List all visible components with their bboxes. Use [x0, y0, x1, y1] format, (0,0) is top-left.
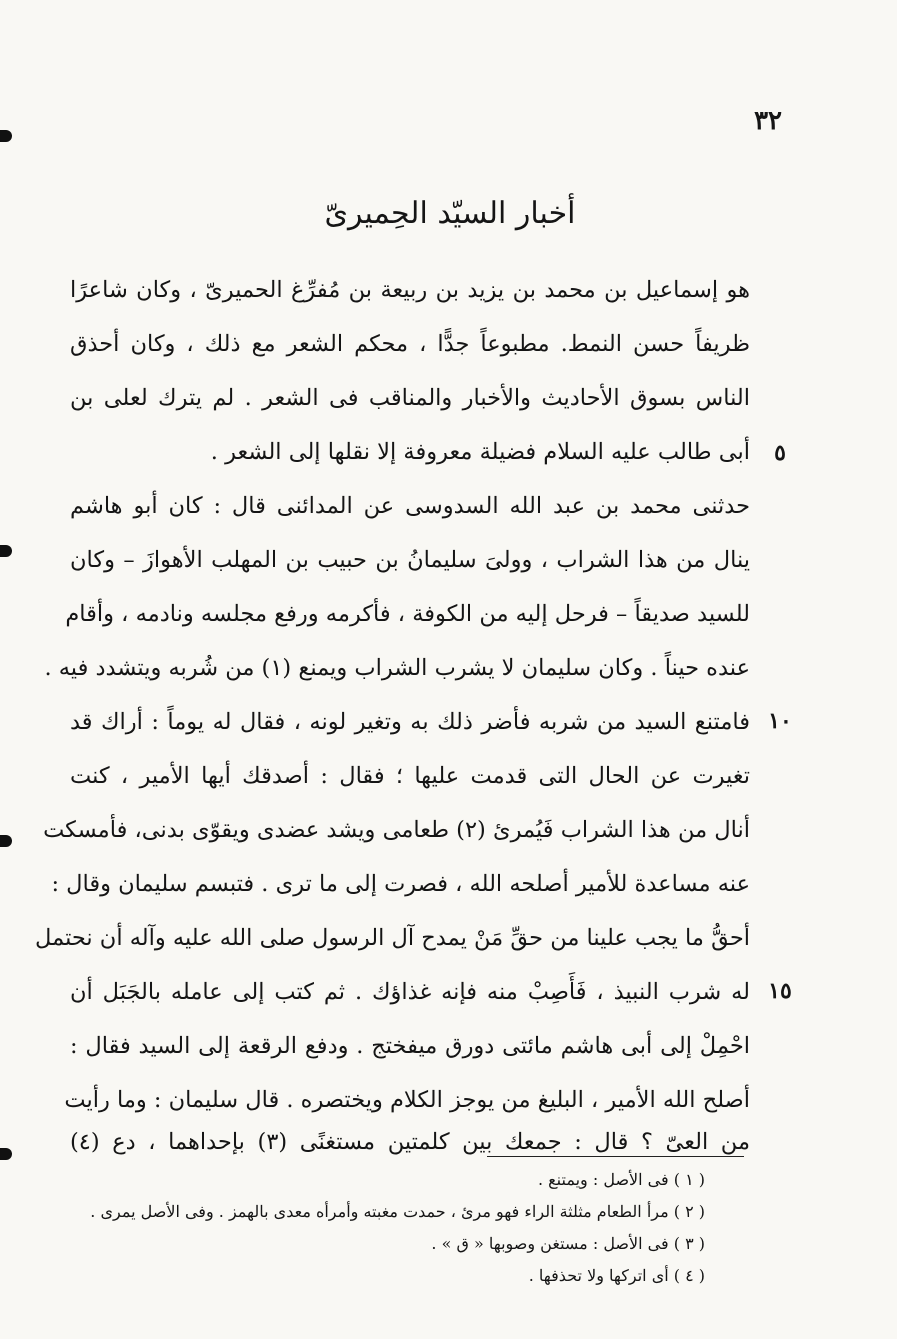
- footnote: ( ٤ ) أى اتركها ولا تحذفها .: [528, 1266, 705, 1285]
- scan-edge-mark: [0, 130, 12, 142]
- body-line: فامتنع السيد من شربه فأضر ذلك به وتغير لونه ، فقال له يوماً : أراك قد: [70, 709, 750, 735]
- body-line: من العىّ ؟ قال : جمعك بين كلمتين مستغنًى (٣) بإحداهما ، دع (٤): [70, 1129, 750, 1155]
- body-line: له شرب النبيذ ، فَأَصِبْ منه فإنه غذاؤك . ثم كتب إلى عامله بالجَبَل أن: [70, 979, 750, 1005]
- scan-edge-mark: [0, 1148, 12, 1160]
- body-line: للسيد صديقاً – فرحل إليه من الكوفة ، فأكرمه ورفع مجلسه ونادمه ، وأقام: [65, 601, 750, 627]
- body-line: ينال من هذا الشراب ، وولىَ سليمانُ بن حبيب بن المهلب الأهوازَ – وكان: [70, 547, 750, 573]
- body-line: الناس بسوق الأحاديث والأخبار والمناقب فى الشعر . لم يترك لعلى بن: [70, 385, 750, 411]
- footnote-divider: [487, 1156, 744, 1157]
- body-line: أحقُّ ما يجب علينا من حقِّ مَنْ يمدح آل الرسول صلى الله عليه وآله أن نحتمل: [35, 925, 750, 951]
- body-line: أنال من هذا الشراب فَيُمرئ (٢) طعامى ويشد عضدى ويقوّى بدنى، فأمسكت: [43, 817, 750, 843]
- body-line: هو إسماعيل بن محمد بن يزيد بن ربيعة بن مُفرِّغ الحميرىّ ، وكان شاعرًا: [70, 277, 750, 303]
- line-number: ٥: [774, 440, 786, 466]
- body-line: احْمِلْ إلى أبى هاشم مائتى دورق ميفختج . ودفع الرقعة إلى السيد فقال :: [70, 1033, 750, 1059]
- footnote: ( ١ ) فى الأصل : ويمتنع .: [537, 1170, 705, 1189]
- body-line: عنه مساعدة للأمير أصلحه الله ، فصرت إلى ما ترى . فتبسم سليمان وقال :: [51, 871, 750, 897]
- body-line: ظريفاً حسن النمط. مطبوعاً جدًّا ، محكم الشعر مع ذلك ، وكان أحذق: [70, 331, 750, 357]
- scan-edge-mark: [0, 835, 12, 847]
- body-line: أبى طالب عليه السلام فضيلة معروفة إلا نقلها إلى الشعر .: [210, 439, 750, 465]
- footnote: ( ٣ ) فى الأصل : مستغن وصوبها « ق » .: [431, 1234, 705, 1253]
- line-number: ١٠: [768, 708, 792, 734]
- chapter-title: أخبار السيّد الحِميرىّ: [324, 196, 576, 231]
- line-number: ١٥: [768, 978, 792, 1004]
- body-line: حدثنى محمد بن عبد الله السدوسى عن المدائنى قال : كان أبو هاشم: [70, 493, 750, 519]
- footnote: ( ٢ ) مرأ الطعام مثلثة الراء فهو مرئ ، حمدت مغبته وأمرأه معدى بالهمز . وفى الأصل يمرى .: [90, 1202, 705, 1221]
- scan-edge-mark: [0, 545, 12, 557]
- body-line: تغيرت عن الحال التى قدمت عليها ؛ فقال : أصدقك أيها الأمير ، كنت: [70, 763, 750, 789]
- body-line: أصلح الله الأمير ، البليغ من يوجز الكلام ويختصره . قال سليمان : وما رأيت: [64, 1087, 750, 1113]
- body-line: عنده حيناً . وكان سليمان لا يشرب الشراب ويمنع (١) من شُربه ويتشدد فيه .: [44, 655, 750, 681]
- page-number: ٣٢: [754, 106, 782, 136]
